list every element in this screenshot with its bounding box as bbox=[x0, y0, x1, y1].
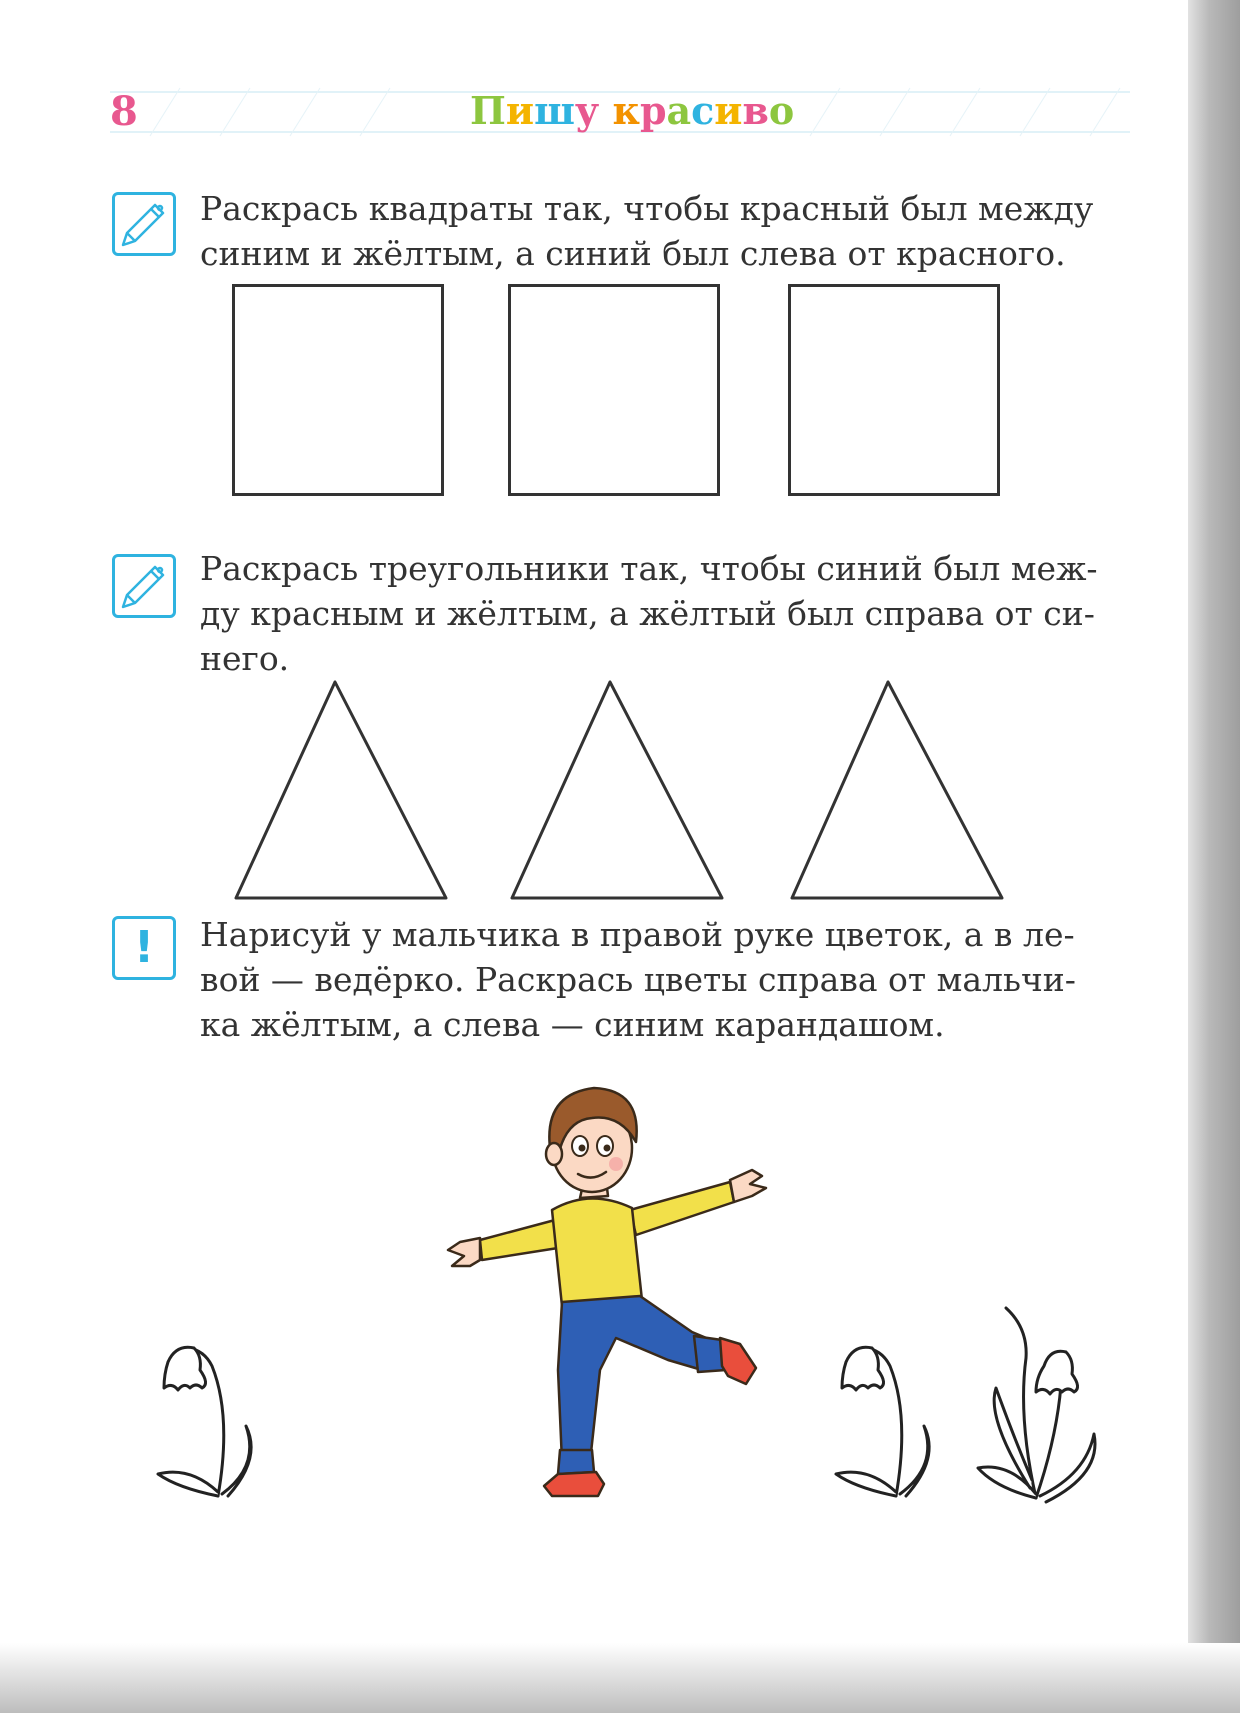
triangles-row bbox=[230, 676, 1010, 906]
boy-illustration bbox=[440, 1070, 800, 1500]
pencil-icon bbox=[112, 554, 176, 618]
exclamation-glyph: ! bbox=[133, 922, 155, 973]
task-3-instruction bbox=[200, 912, 1130, 1047]
task-2-instruction bbox=[200, 546, 1130, 681]
title-letter bbox=[599, 88, 612, 133]
coloring-triangle[interactable] bbox=[792, 682, 1002, 898]
pencil-icon bbox=[112, 192, 176, 256]
coloring-square[interactable] bbox=[508, 284, 720, 496]
scan-edge-bottom bbox=[0, 1643, 1240, 1713]
coloring-triangle[interactable] bbox=[512, 682, 722, 898]
bellflower-right-2 bbox=[966, 1298, 1116, 1518]
title-letter: П bbox=[470, 88, 506, 133]
bellflower-left bbox=[138, 1326, 288, 1516]
coloring-square[interactable] bbox=[788, 284, 1000, 496]
title-letter: и bbox=[505, 88, 535, 133]
task-1-line-2: синим и жёлтым, а синий был слева от красного. bbox=[200, 234, 1066, 273]
title-letter: ш bbox=[534, 88, 575, 133]
title-letter: в bbox=[742, 88, 769, 133]
title-letter: и bbox=[714, 88, 743, 133]
page-number: 8 bbox=[110, 88, 138, 135]
title-letter: с bbox=[691, 88, 715, 133]
title-letter: р bbox=[639, 88, 667, 133]
coloring-triangle[interactable] bbox=[236, 682, 446, 898]
task-3-line-1: Нарисуй у мальчика в правой руке цветок, а в ле- bbox=[200, 915, 1075, 954]
task-3-line-2: вой — ведёрко. Раскрась цветы справа от мальчи- bbox=[200, 960, 1076, 999]
scan-edge-right bbox=[1188, 0, 1240, 1713]
coloring-square[interactable] bbox=[232, 284, 444, 496]
exclamation-icon bbox=[112, 916, 176, 980]
title-letter: о bbox=[768, 88, 795, 133]
title-letter: у bbox=[574, 88, 600, 133]
task-2-line-1: Раскрась треугольники так, чтобы синий был меж- bbox=[200, 549, 1098, 588]
task-1-line-1: Раскрась квадраты так, чтобы красный был между bbox=[200, 189, 1094, 228]
title-letter: а bbox=[666, 88, 692, 133]
task-3-line-3: ка жёлтым, а слева — синим карандашом. bbox=[200, 1005, 945, 1044]
task-2-line-3: него. bbox=[200, 639, 290, 678]
task-1-instruction bbox=[200, 186, 1130, 276]
title-letter: к bbox=[612, 88, 640, 133]
page-title bbox=[470, 88, 830, 138]
task-2-line-2: ду красным и жёлтым, а жёлтый был справа от си- bbox=[200, 594, 1095, 633]
bellflower-right-1 bbox=[816, 1326, 966, 1516]
